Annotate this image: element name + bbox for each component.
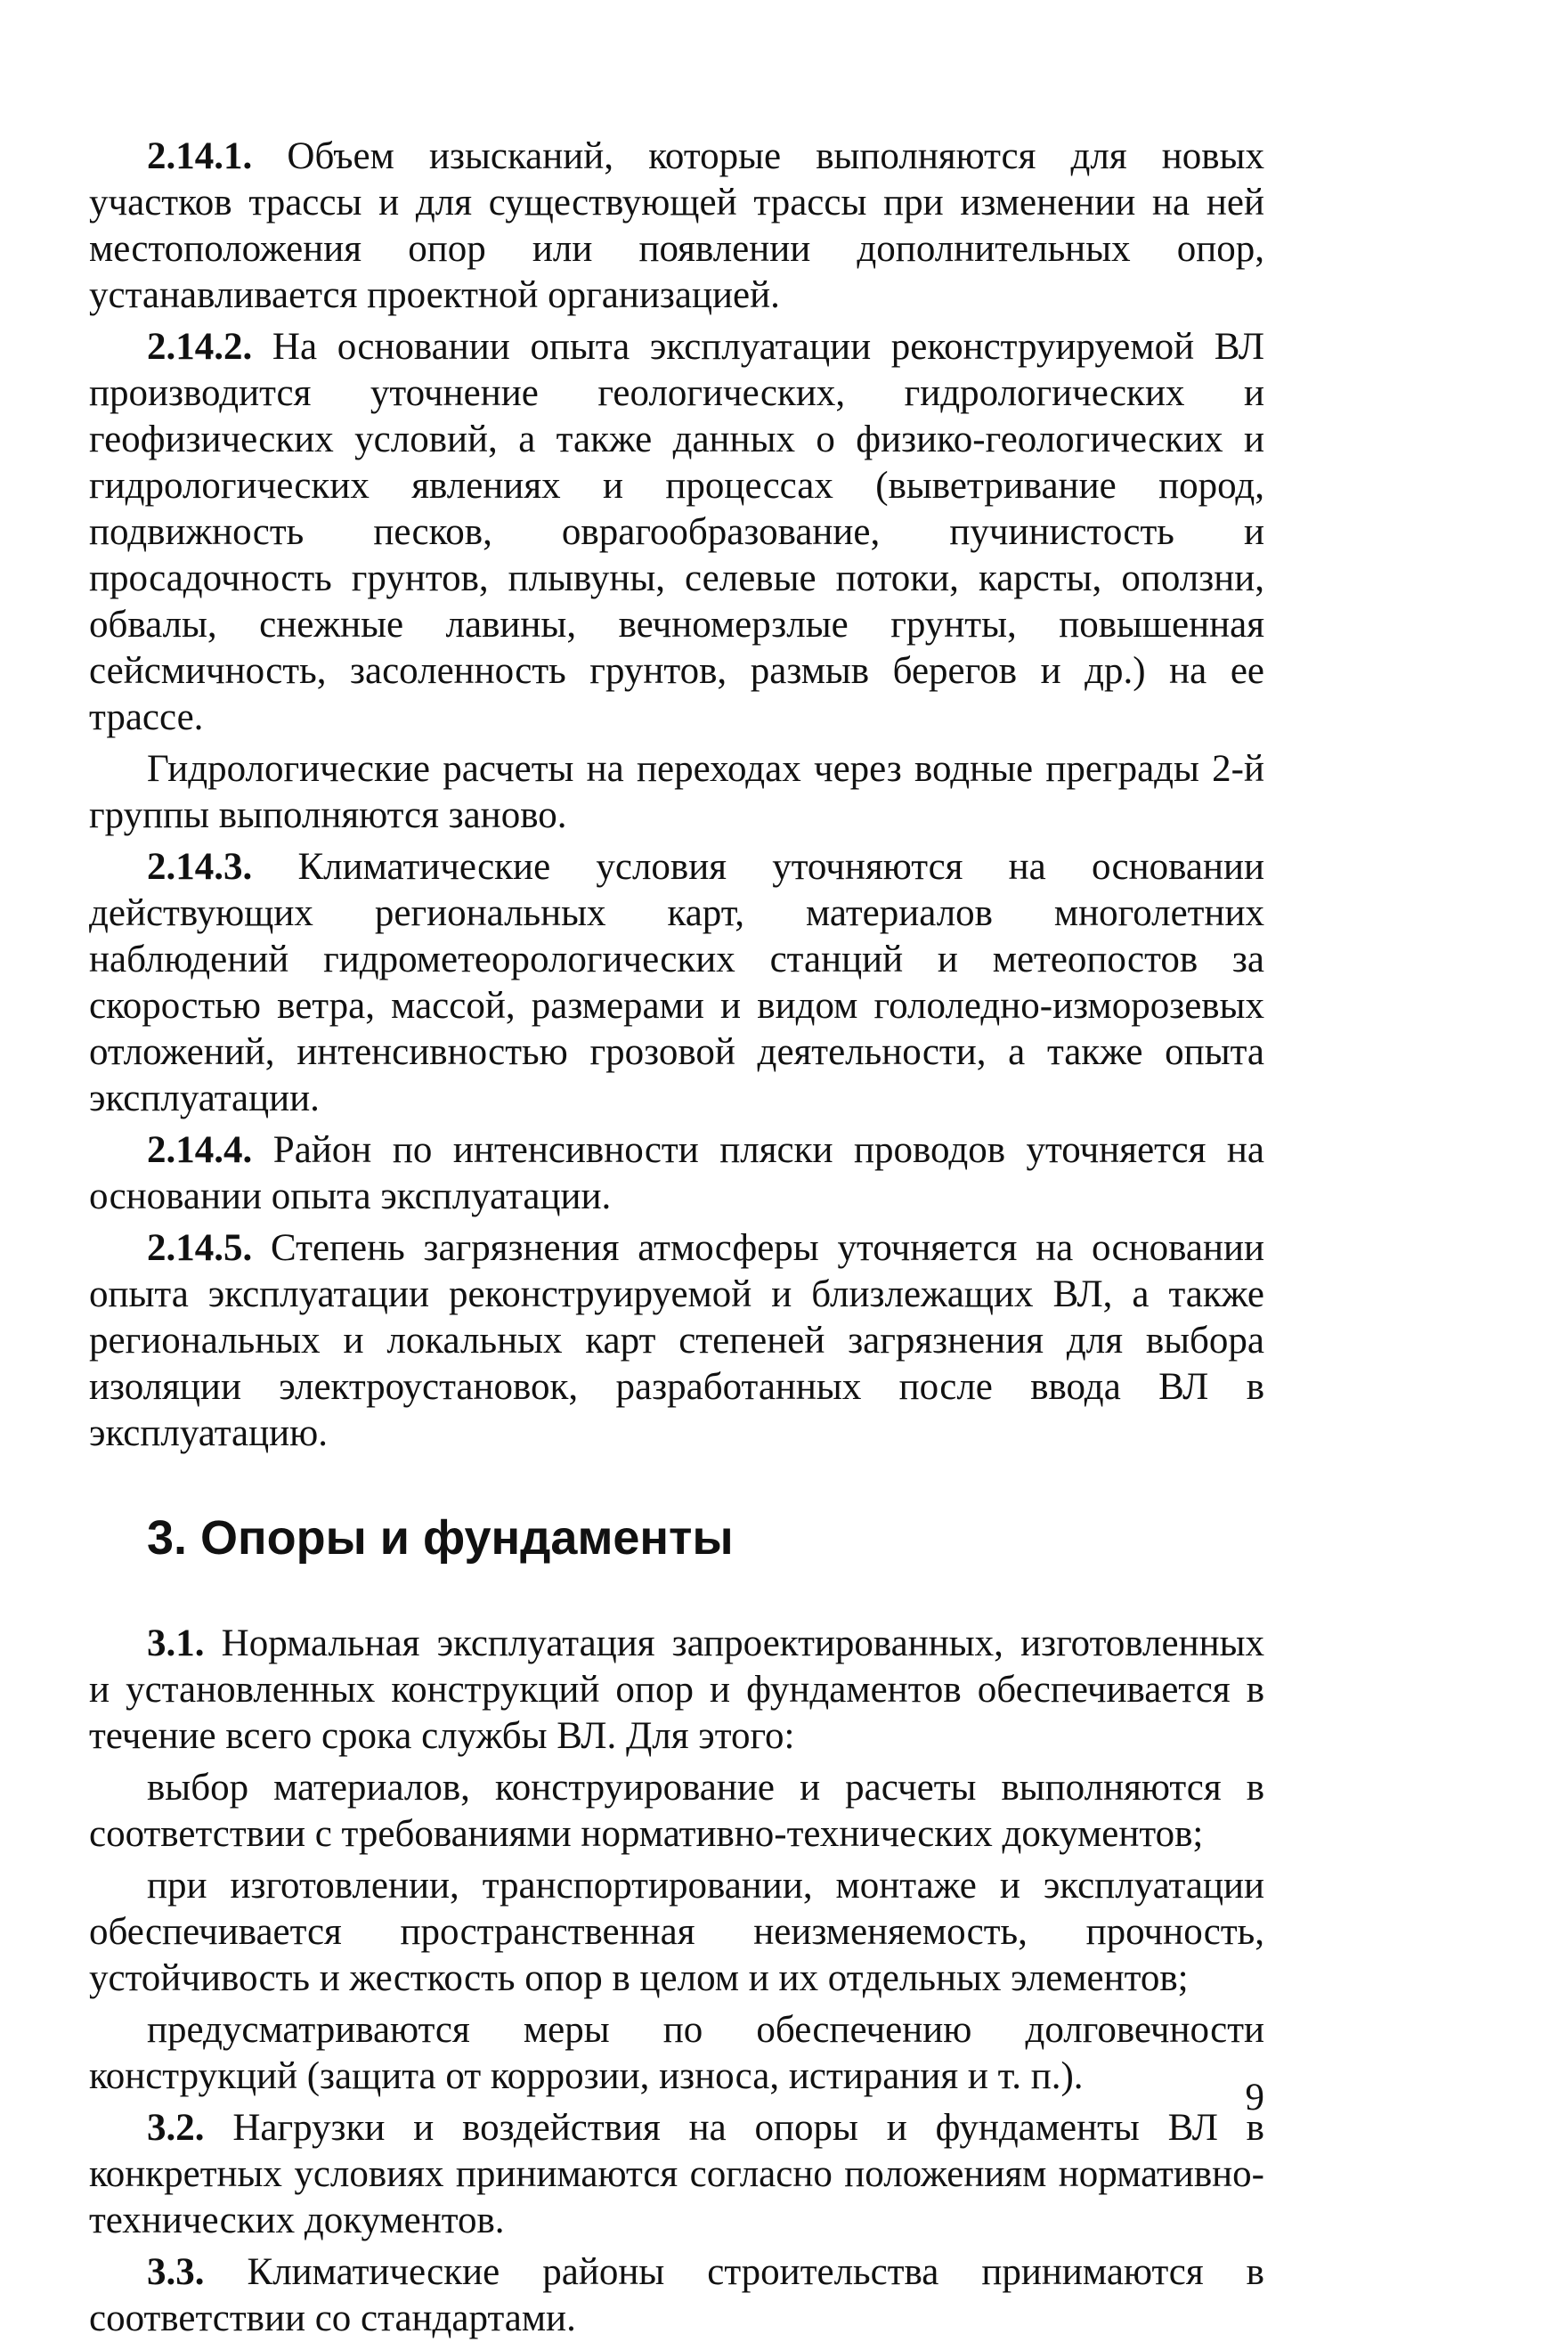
paragraph-3-2 xyxy=(89,2105,1264,2244)
page-content xyxy=(89,134,1264,2342)
clause-number: 3.2. xyxy=(147,2107,205,2149)
list-item-durability: предусматриваются меры по обеспечению долговечности конструкций (защита от коррозии, износа, истирания и т. п.). xyxy=(89,2009,1264,2097)
paragraph-2-14-1 xyxy=(89,134,1264,319)
clause-text: Климатические условия уточняются на основании действующих региональных карт, материалов многолетних наблюдений гидрометеорологических станций и метеопостов за скоростью ветра, массой, размерами и видом гололедно-изморозевых отложений, интенсивностью грозовой деятельности, а также опыта эксплуатации. xyxy=(89,846,1264,1119)
clause-text: Нормальная эксплуатация запроектированных, изготовленных и установленных конструкций опор и фундаментов обеспечивается в течение всего срока службы ВЛ. Для этого: xyxy=(89,1622,1264,1757)
paragraph-2-14-5 xyxy=(89,1225,1264,1457)
section-heading: 3. Опоры и фундаменты xyxy=(147,1511,734,1565)
clause-text: Объем изысканий, которые выполняются для новых участков трассы и для существующей трассы при изменении на ней местоположения опор или появлении дополнительных опор, устанавливается проектной организацией. xyxy=(89,135,1264,316)
paragraph-2-14-2-continued: Гидрологические расчеты на переходах через водные преграды 2-й группы выполняются заново. xyxy=(89,748,1264,836)
list-item-manufacturing: при изготовлении, транспортировании, монтаже и эксплуатации обеспечивается пространственная неизменяемость, прочность, устойчивость и жесткость опор в целом и их отдельных элементов; xyxy=(89,1865,1264,1999)
clause-text: Район по интенсивности пляски проводов уточняется на основании опыта эксплуатации. xyxy=(89,1129,1264,1217)
clause-number: 3.1. xyxy=(147,1622,205,1664)
paragraph-3-1 xyxy=(89,1621,1264,1760)
clause-text: На основании опыта эксплуатации реконструируемой ВЛ производится уточнение геологических, гидрологических и геофизических условий, а также данных о физико-геологических и гидрологических явлениях и процессах (выветривание пород, подвижность песков, оврагообразование, пучинистость и просадочность грунтов, плывуны, селевые потоки, карсты, оползни, обвалы, снежные лавины, вечномерзлые грунты, повышенная сейсмичность, засоленность грунтов, размыв берегов и др.) на ее трассе. xyxy=(89,326,1264,738)
page-number: 9 xyxy=(1245,2077,1264,2118)
paragraph-2-14-3 xyxy=(89,844,1264,1122)
clause-number: 2.14.3. xyxy=(147,846,253,888)
clause-text: Степень загрязнения атмосферы уточняется на основании опыта эксплуатации реконструируемой и близлежащих ВЛ, а также региональных и локальных карт степеней загрязнения для выбора изоляции электроустановок, разработанных после ввода ВЛ в эксплуатацию. xyxy=(89,1227,1264,1454)
paragraph-2-14-2 xyxy=(89,324,1264,741)
clause-number: 2.14.5. xyxy=(147,1227,253,1269)
clause-text: Климатические районы строительства принимаются в соответствии со стандартами. xyxy=(89,2251,1264,2339)
paragraph-2-14-4 xyxy=(89,1127,1264,1220)
list-item-materials: выбор материалов, конструирование и расчеты выполняются в соответствии с требованиями нормативно-технических документов; xyxy=(89,1767,1264,1855)
clause-number: 2.14.4. xyxy=(147,1129,253,1171)
clause-number: 3.3. xyxy=(147,2251,205,2293)
paragraph-3-3 xyxy=(89,2249,1264,2342)
clause-number: 2.14.2. xyxy=(147,326,253,368)
clause-number: 2.14.1. xyxy=(147,135,253,177)
clause-text: Нагрузки и воздействия на опоры и фундаменты ВЛ в конкретных условиях принимаются согласно положениям нормативно-технических документов. xyxy=(89,2107,1264,2241)
